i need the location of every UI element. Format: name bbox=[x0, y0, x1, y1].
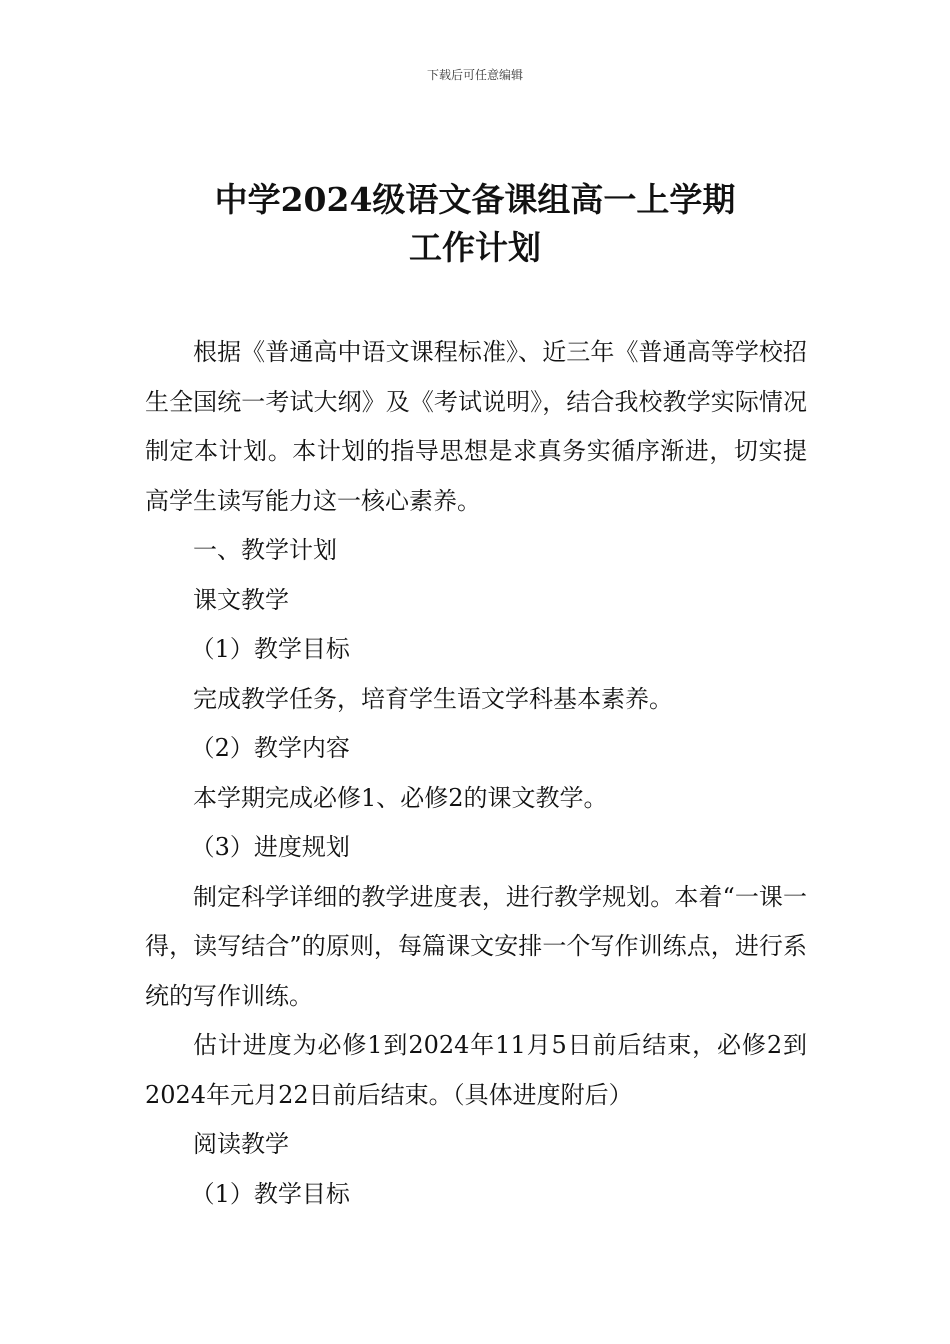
item-progress-plan: （3）进度规划 bbox=[190, 833, 350, 861]
subheading-reading-teaching: 阅读教学 bbox=[193, 1130, 289, 1158]
item-teaching-content: （2）教学内容 bbox=[190, 734, 350, 762]
item-reading-goal: （1）教学目标 bbox=[190, 1179, 350, 1208]
paragraph-progress-estimate: 估计进度为必修1到2024年11月5日前后结束，必修2到2024年元月22日前后结束。（具体进度附后） bbox=[145, 1031, 807, 1109]
document-body bbox=[145, 328, 807, 1219]
paragraph-teaching-goal: 完成教学任务，培育学生语文学科基本素养。 bbox=[193, 684, 673, 713]
item-teaching-goal: （1）教学目标 bbox=[190, 635, 350, 663]
title-line-1: 中学2024级语文备课组高一上学期 bbox=[214, 180, 736, 219]
paragraph-teaching-content: 本学期完成必修1、必修2的课文教学。 bbox=[193, 783, 608, 812]
title-line-2: 工作计划 bbox=[409, 228, 541, 267]
paragraph-progress-plan: 制定科学详细的教学进度表，进行教学规划。本着“一课一得，读写结合”的原则，每篇课文安排一个写作训练点，进行系统的写作训练。 bbox=[145, 882, 807, 1010]
document-title bbox=[0, 176, 950, 272]
paragraph-intro: 根据《普通高中语文课程标准》、近三年《普通高等学校招生全国统一考试大纲》及《考试说明》，结合我校教学实际情况制定本计划。本计划的指导思想是求真务实循序渐进，切实提高学生读写能力这一核心素养。 bbox=[145, 338, 807, 515]
section-heading-teaching-plan: 一、教学计划 bbox=[193, 536, 337, 564]
header-note: 下载后可任意编辑 bbox=[426, 68, 523, 82]
subheading-text-teaching: 课文教学 bbox=[193, 585, 289, 614]
